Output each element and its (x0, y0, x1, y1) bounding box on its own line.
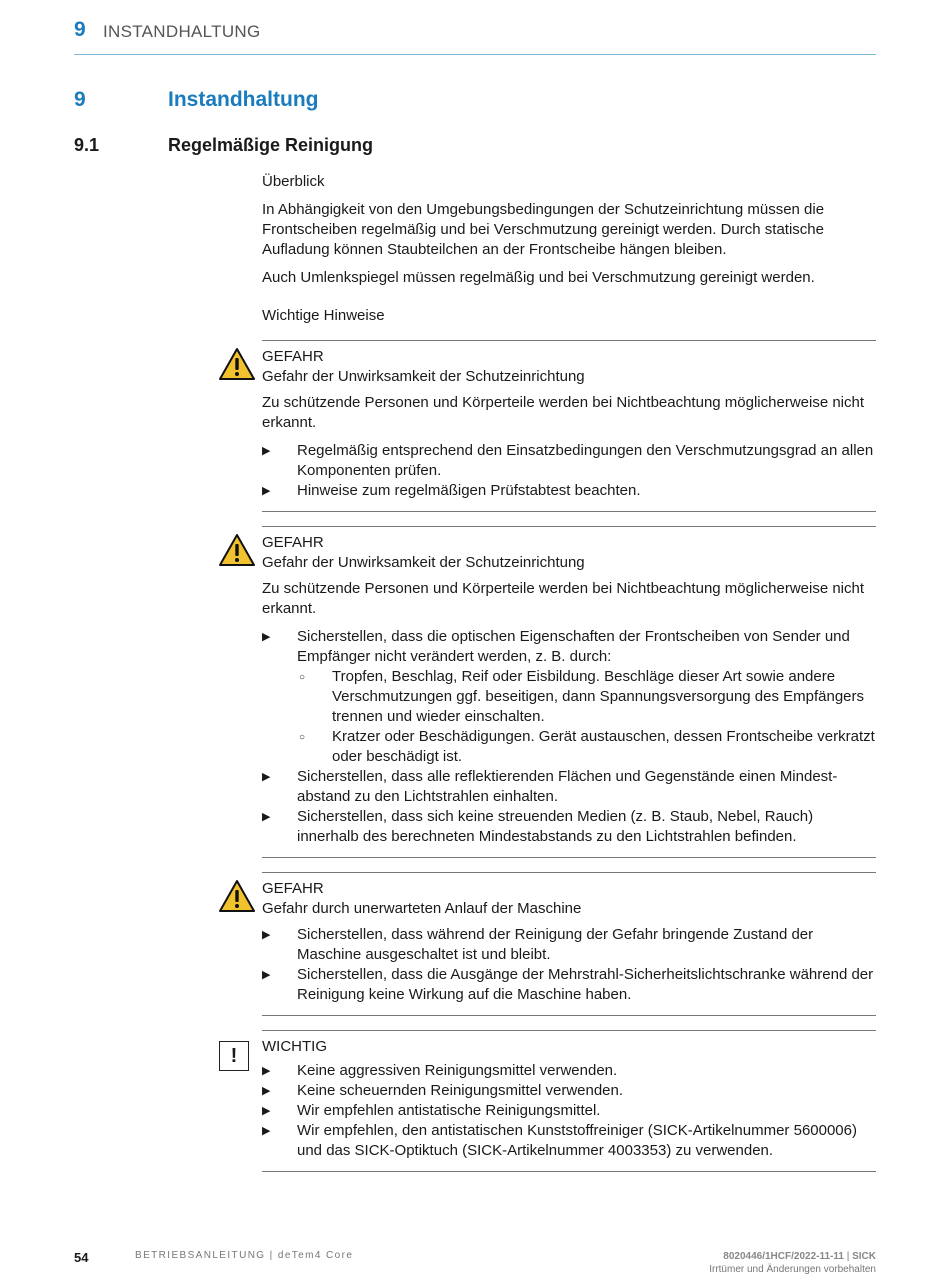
heading1-title: Instandhaltung (168, 88, 319, 111)
notice-list (262, 441, 876, 501)
footer-right (709, 1250, 876, 1276)
notice-subtitle: Gefahr der Unwirksamkeit der Schutzeinrichtung (262, 554, 585, 571)
notice-label: WICHTIG (262, 1038, 327, 1055)
overview-paragraph: Auch Umlenkspiegel müssen regelmäßig und bei Verschmutzung gereinigt werden. (262, 269, 815, 286)
footer-doc-info: BETRIEBSANLEITUNG | deTem4 Core (135, 1250, 354, 1261)
list-item: ▶ Keine aggressiven Reinigungsmittel verwenden. (262, 1061, 876, 1081)
sub-list (297, 667, 876, 767)
sub-list-item: ○ Kratzer oder Beschädigungen. Gerät austauschen, dessen Frontscheibe verkratzt oder beschädigt ist. (297, 727, 876, 767)
notice-label: GEFAHR (262, 348, 324, 365)
page-number: 54 (74, 1250, 89, 1265)
notice-text: Zu schützende Personen und Körperteile werden bei Nichtbeachtung möglicherweise nicht erkannt. (262, 394, 865, 431)
important-notice (230, 1030, 876, 1172)
footer-doc-type: BETRIEBSANLEITUNG (135, 1250, 266, 1261)
notice-subtitle: Gefahr durch unerwarteten Anlauf der Maschine (262, 900, 582, 917)
list-item: ▶ Regelmäßig entsprechend den Einsatzbedingungen den Verschmutzungsgrad an allen Komponenten prüfen. (262, 441, 876, 481)
footer-brand: SICK (852, 1251, 876, 1262)
main-content (230, 172, 876, 1186)
list-item: ▶ Sicherstellen, dass die Ausgänge der Mehrstrahl-Sicherheitslichtschranke während der Reinigung keine Wirkung auf die Maschine haben. (262, 965, 876, 1005)
notice-subtitle: Gefahr der Unwirksamkeit der Schutzeinrichtung (262, 368, 585, 385)
sub-list-item: ○ Tropfen, Beschlag, Reif oder Eisbildung. Beschläge dieser Art sowie andere Verschmutzungen ggf. beseitigen, dann Spannungsversorgung des Empfängers trennen und wieder einschalten. (297, 667, 876, 727)
list-item: ▶ Sicherstellen, dass alle reflektierenden Flächen und Gegenstände einen Mindestabstand zu den Lichtstrahlen einhalten. (262, 767, 876, 807)
notice-list (262, 1061, 876, 1161)
danger-notice (262, 526, 876, 858)
footer-disclaimer: Irrtümer und Änderungen vorbehalten (709, 1264, 876, 1275)
warning-triangle-icon (218, 879, 256, 913)
warning-triangle-icon (218, 347, 256, 381)
list-item: ▶ Wir empfehlen antistatische Reinigungsmittel. (262, 1101, 876, 1121)
list-item: ▶ Sicherstellen, dass sich keine streuenden Medien (z. B. Staub, Nebel, Rauch) innerhalb des berechneten Mindestabstands zu den Lichtstrahlen befinden. (262, 807, 876, 847)
exclamation-box-icon: ! (219, 1041, 249, 1071)
notice-list (262, 627, 876, 847)
notice-text: Zu schützende Personen und Körperteile werden bei Nichtbeachtung möglicherweise nicht erkannt. (262, 580, 865, 617)
notice-label: GEFAHR (262, 880, 324, 897)
footer-doc-code: 8020446/1HCF/2022-11-11 (723, 1251, 844, 1262)
footer-product: deTem4 Core (277, 1250, 354, 1261)
list-item: ▶ Hinweise zum regelmäßigen Prüfstabtest beachten. (262, 481, 876, 501)
list-item: ▶ Wir empfehlen, den antistatischen Kunststoffreiniger (SICK-Artikelnummer 5600006) und das SICK-Optiktuch (SICK-Artikelnummer 4003353) zu verwenden. (262, 1121, 876, 1161)
footer-code-line: 8020446/1HCF/2022-11-11 | SICK (723, 1251, 876, 1262)
list-item-text: Sicherstellen, dass die optischen Eigenschaften der Frontscheiben von Sender und Empfänger nicht verändert werden, z. B. durch: (297, 628, 850, 665)
important-notes-title: Wichtige Hinweise (262, 307, 385, 324)
overview-paragraph: In Abhängigkeit von den Umgebungsbedingungen der Schutzeinrichtung müssen die Frontscheiben regelmäßig und bei Verschmutzung gereinigt werden. Durch statische Aufladung können Staubteilchen an der Frontscheibe hängen bleiben. (262, 201, 825, 258)
heading1-number: 9 (74, 88, 86, 111)
page-header (74, 16, 876, 55)
list-item (262, 627, 876, 767)
overview-title: Überblick (262, 173, 325, 190)
header-chapter-number: 9 (74, 18, 86, 41)
header-chapter-title: INSTANDHALTUNG (103, 22, 261, 41)
list-item: ▶ Sicherstellen, dass während der Reinigung der Gefahr bringende Zustand der Maschine ausgeschaltet ist und bleibt. (262, 925, 876, 965)
heading2-title: Regelmäßige Reinigung (168, 135, 374, 155)
heading2-number: 9.1 (74, 135, 100, 155)
notice-list (262, 925, 876, 1005)
danger-notice (262, 872, 876, 1016)
list-item: ▶ Keine scheuernden Reinigungsmittel verwenden. (262, 1081, 876, 1101)
warning-triangle-icon (218, 533, 256, 567)
danger-notice (262, 340, 876, 512)
notice-label: GEFAHR (262, 534, 324, 551)
